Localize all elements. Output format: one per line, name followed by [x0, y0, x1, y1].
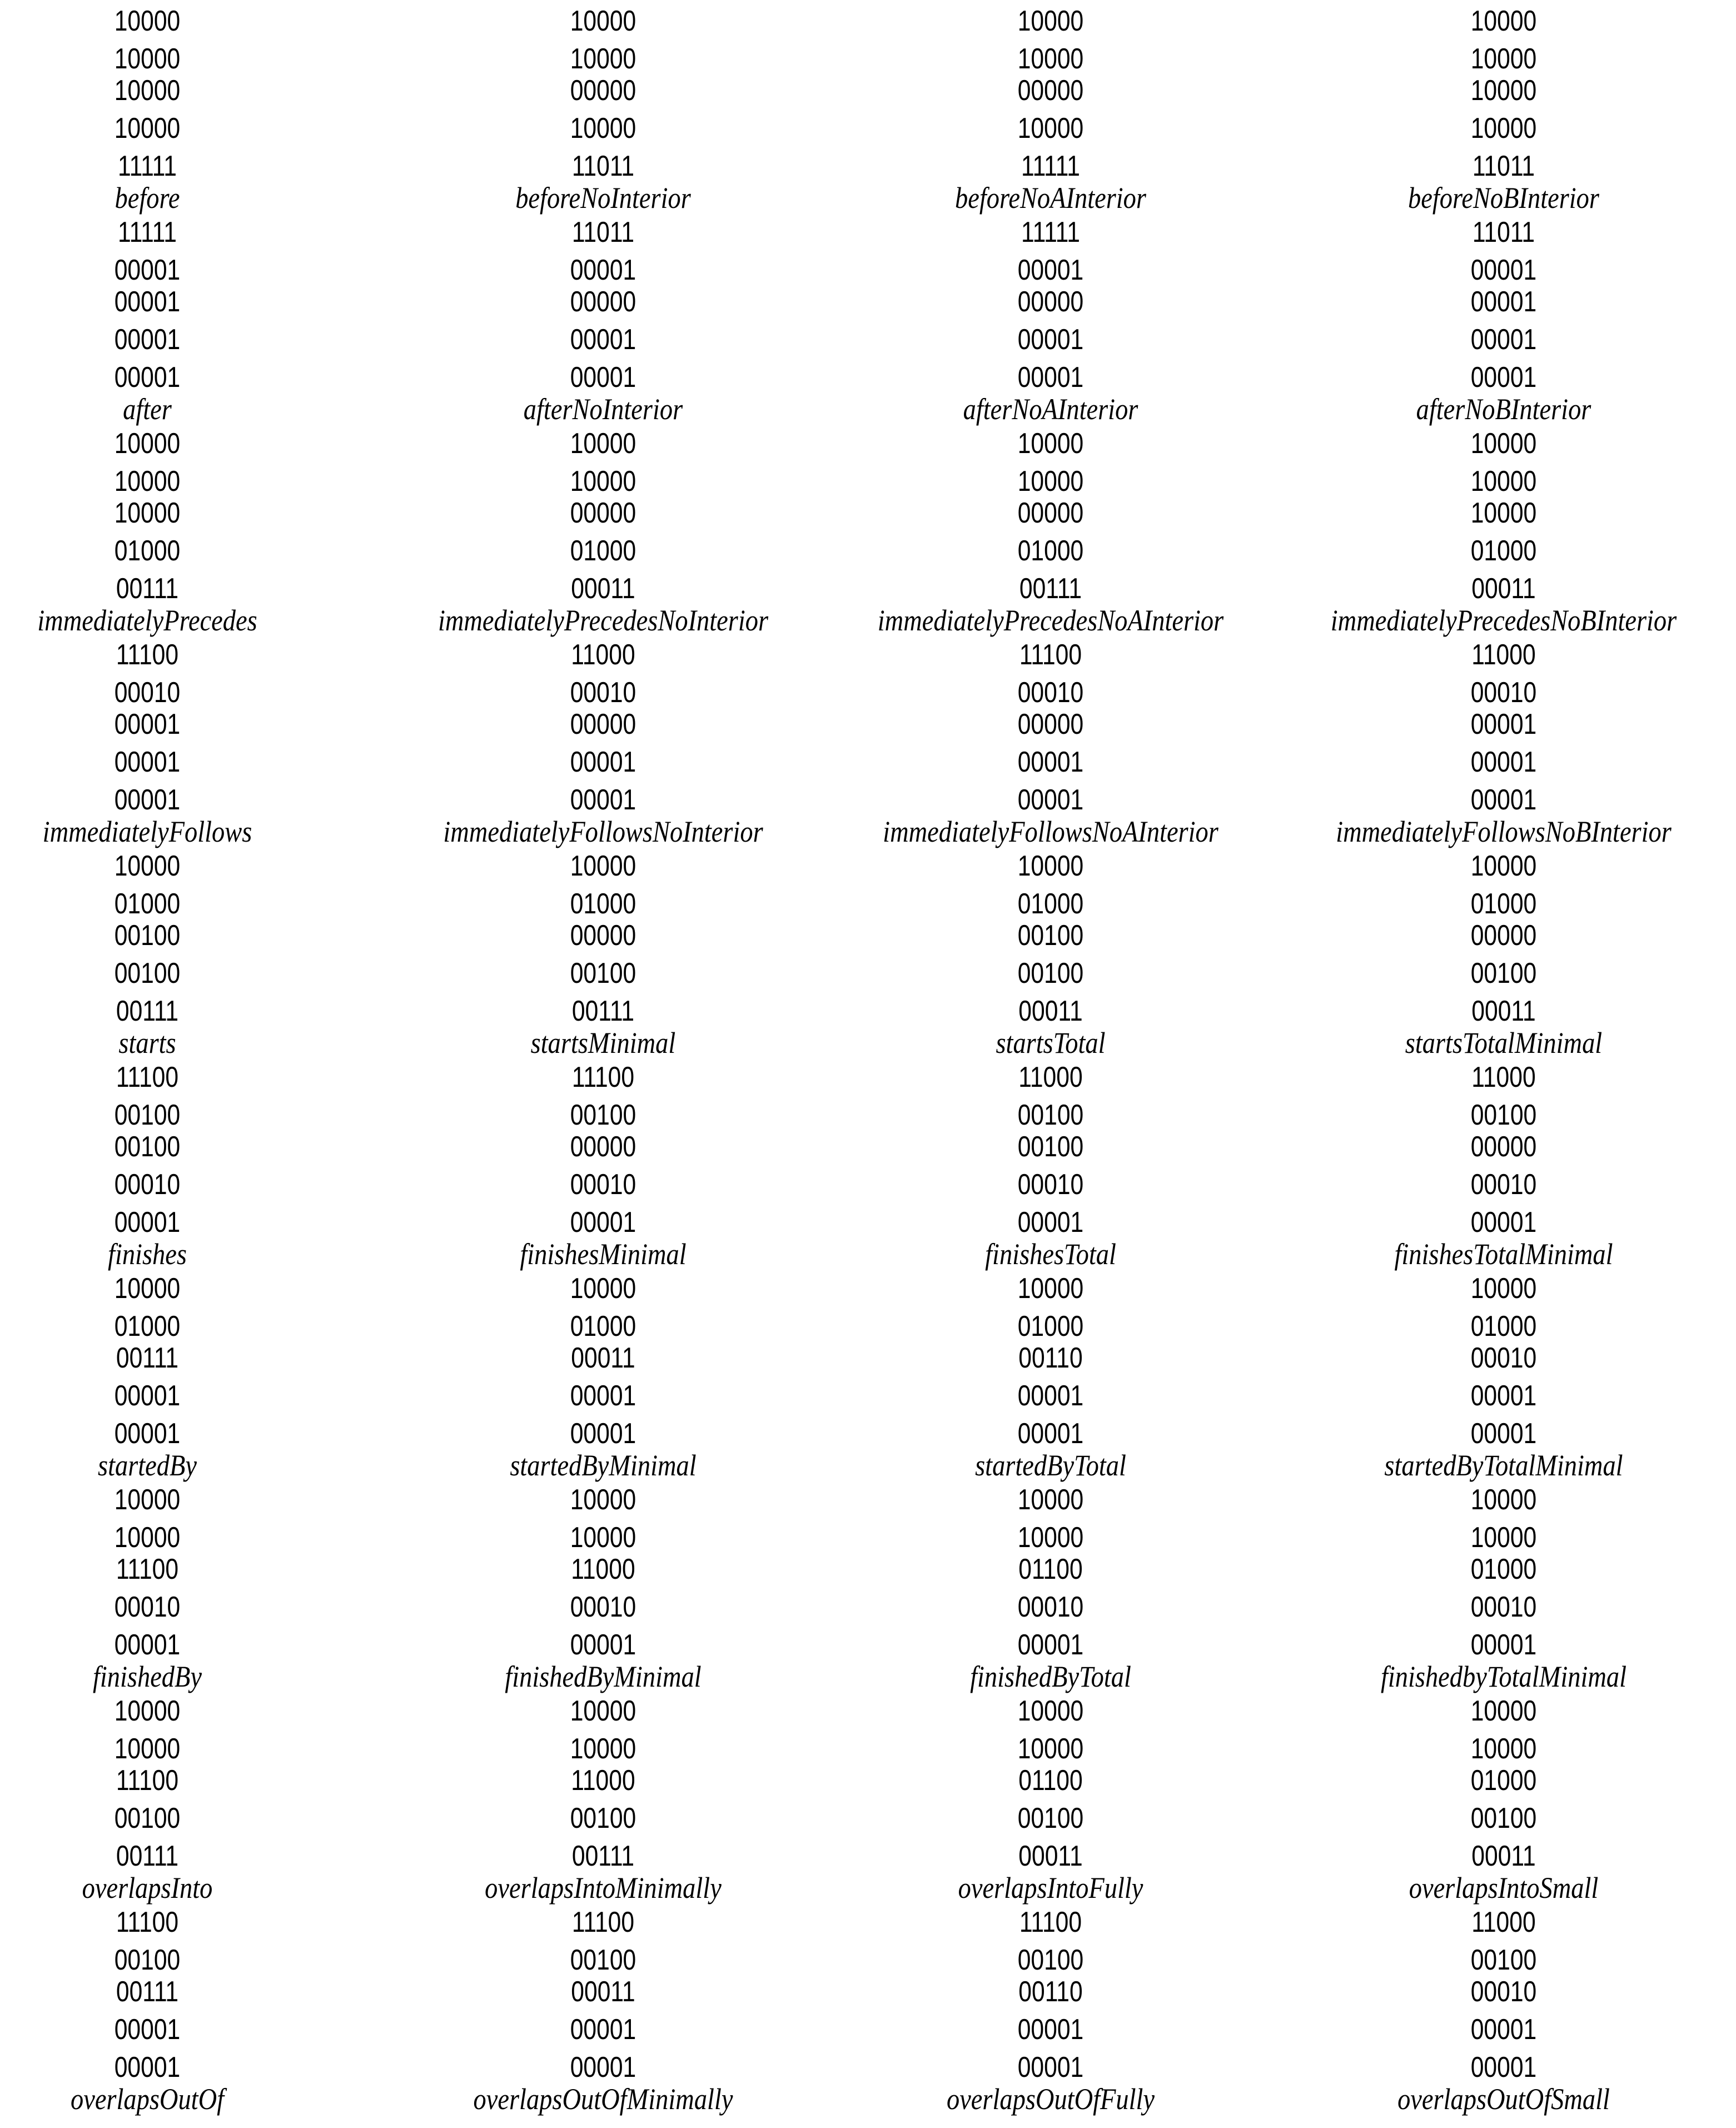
relation-matrix-finishes: [0, 1056, 364, 1271]
matrix-row: 10000: [1017, 1695, 1084, 1727]
matrix-row: 10000: [570, 5, 636, 37]
matrix-row: 10000: [1470, 850, 1537, 882]
relation-matrix-overlapsOutOfMinimally: [386, 1901, 820, 2116]
matrix-row: 11100: [116, 1553, 179, 1585]
relation-label: overlapsInto: [82, 1871, 213, 1905]
matrix-row: 00001: [570, 2013, 636, 2046]
matrix-row: 00011: [1471, 1840, 1536, 1872]
matrix-row: 01000: [570, 535, 636, 567]
matrix-row: 00001: [570, 1629, 636, 1661]
matrix-row: 11011: [571, 150, 635, 182]
relation-matrix-finishedBy: [0, 1479, 364, 1693]
matrix-row: 00100: [1470, 1099, 1537, 1131]
relation-matrix-afterNoAInterior: [834, 211, 1267, 426]
matrix-row: 00010: [1470, 1342, 1537, 1374]
matrix-row: 00001: [1017, 361, 1084, 394]
matrix-row: 00111: [116, 1840, 179, 1872]
relation-label: finishesMinimal: [520, 1237, 687, 1271]
matrix-row: 00111: [116, 995, 179, 1027]
matrix-row: 11100: [571, 1906, 635, 1938]
matrix-row: 10000: [1470, 497, 1537, 529]
relation-label: finishedBy: [92, 1660, 202, 1693]
relation-matrix-overlapsOutOfSmall: [1287, 1901, 1720, 2116]
matrix-row: 00001: [1470, 1418, 1537, 1450]
relation-label: immediatelyFollows: [42, 815, 252, 848]
relation-label: startedByMinimal: [510, 1449, 697, 1482]
matrix-row: 00100: [114, 1944, 181, 1976]
relation-matrix-finishedByMinimal: [386, 1479, 820, 1693]
matrix-row: 10000: [1470, 1733, 1537, 1765]
matrix-row: 01000: [570, 888, 636, 920]
matrix-row: 00010: [114, 677, 181, 709]
matrix-row: 00001: [1017, 1206, 1084, 1239]
matrix-row: 00001: [1017, 324, 1084, 356]
matrix-row: 10000: [114, 112, 181, 145]
matrix-row: 10000: [114, 74, 181, 107]
matrix-row: 00100: [1017, 919, 1084, 952]
relation-matrix-beforeNoInterior: [386, 0, 820, 215]
relation-matrix-finishedByTotal: [834, 1479, 1267, 1693]
matrix-row: 00110: [1018, 1976, 1083, 2008]
matrix-row: 00000: [570, 286, 636, 318]
relation-label: finishes: [108, 1237, 187, 1271]
matrix-row: 00100: [570, 1944, 636, 1976]
matrix-row: 00001: [1017, 1629, 1084, 1661]
matrix-row: 11100: [116, 1764, 179, 1797]
matrix-row: 11000: [1018, 1061, 1083, 1093]
matrix-row: 00001: [114, 286, 181, 318]
relation-matrix-startedByMinimal: [386, 1267, 820, 1482]
relation-label: startedByTotalMinimal: [1384, 1449, 1623, 1482]
matrix-row: 10000: [1470, 112, 1537, 145]
matrix-row: 00100: [1017, 1131, 1084, 1163]
matrix-row: 00001: [114, 708, 181, 740]
matrix-row: 10000: [1470, 1484, 1537, 1516]
matrix-row: 10000: [1017, 465, 1084, 498]
relation-label: immediatelyPrecedesNoAInterior: [877, 604, 1224, 637]
matrix-row: 00001: [114, 361, 181, 394]
matrix-row: 10000: [1470, 465, 1537, 498]
matrix-row: 10000: [114, 497, 181, 529]
matrix-row: 00001: [114, 1380, 181, 1412]
relation-label: finishesTotal: [985, 1237, 1116, 1271]
matrix-row: 00001: [1470, 286, 1537, 318]
relation-label: overlapsIntoFully: [958, 1871, 1143, 1905]
matrix-row: 11100: [116, 639, 179, 671]
relation-label: immediatelyPrecedesNoInterior: [437, 604, 769, 637]
matrix-row: 00111: [1019, 573, 1082, 605]
relation-matrix-startsMinimal: [386, 845, 820, 1060]
matrix-row: 10000: [570, 1272, 636, 1305]
matrix-row: 00010: [570, 1169, 636, 1201]
relation-matrix-finishedbyTotalMinimal: [1287, 1479, 1720, 1693]
matrix-row: 01000: [1470, 1310, 1537, 1343]
matrix-row: 10000: [114, 1522, 181, 1554]
matrix-row: 10000: [1017, 850, 1084, 882]
matrix-row: 00001: [1470, 2013, 1537, 2046]
matrix-row: 10000: [570, 1522, 636, 1554]
matrix-row: 11000: [1471, 639, 1536, 671]
matrix-row: 10000: [1470, 74, 1537, 107]
matrix-row: 10000: [114, 5, 181, 37]
matrix-row: 00010: [1017, 1591, 1084, 1623]
matrix-row: 00010: [1017, 677, 1084, 709]
matrix-row: 10000: [570, 112, 636, 145]
matrix-row: 11111: [1021, 216, 1080, 248]
matrix-row: 00001: [1470, 1380, 1537, 1412]
matrix-row: 00001: [114, 784, 181, 816]
matrix-row: 00111: [116, 573, 179, 605]
relation-matrix-after: [0, 211, 364, 426]
matrix-row: 10000: [1017, 43, 1084, 75]
matrix-row: 10000: [114, 1272, 181, 1305]
matrix-row: 00000: [1017, 708, 1084, 740]
relation-matrix-immediatelyPrecedesNoAInterior: [834, 422, 1267, 637]
matrix-row: 10000: [1470, 1272, 1537, 1305]
matrix-row: 11100: [1019, 639, 1082, 671]
matrix-row: 00111: [116, 1342, 179, 1374]
relation-label: startedByTotal: [975, 1449, 1126, 1482]
relation-matrix-overlapsOutOfFully: [834, 1901, 1267, 2116]
relation-matrix-startedByTotalMinimal: [1287, 1267, 1720, 1482]
matrix-row: 00000: [1017, 497, 1084, 529]
matrix-row: 00001: [1470, 1629, 1537, 1661]
relation-matrix-afterNoInterior: [386, 211, 820, 426]
relation-label: immediatelyPrecedes: [37, 604, 257, 637]
matrix-row: 00000: [570, 497, 636, 529]
matrix-row: 00011: [1018, 995, 1083, 1027]
matrix-row: 10000: [114, 465, 181, 498]
matrix-row: 11111: [118, 150, 177, 182]
relation-matrix-immediatelyFollowsNoInterior: [386, 634, 820, 848]
matrix-row: 11100: [571, 1061, 635, 1093]
relation-matrix-overlapsOutOf: [0, 1901, 364, 2116]
relation-matrix-finishesMinimal: [386, 1056, 820, 1271]
matrix-row: 00010: [1017, 1169, 1084, 1201]
matrix-row: 00001: [1017, 746, 1084, 778]
matrix-row: 00111: [571, 1840, 635, 1872]
matrix-row: 00001: [1470, 361, 1537, 394]
matrix-row: 01000: [1017, 1310, 1084, 1343]
matrix-row: 00001: [570, 324, 636, 356]
matrix-row: 00001: [114, 2051, 181, 2084]
relation-label: beforeNoAInterior: [955, 181, 1146, 215]
relation-matrix-starts: [0, 845, 364, 1060]
matrix-row: 00001: [570, 746, 636, 778]
matrix-row: 01000: [1470, 535, 1537, 567]
matrix-row: 00001: [1017, 784, 1084, 816]
matrix-row: 00000: [1470, 1131, 1537, 1163]
matrix-row: 01000: [1470, 1553, 1537, 1585]
matrix-row: 00010: [570, 677, 636, 709]
matrix-row: 00010: [570, 1591, 636, 1623]
relation-matrix-beforeNoBInterior: [1287, 0, 1720, 215]
relation-label: immediatelyFollowsNoInterior: [443, 815, 763, 848]
matrix-row: 00001: [114, 2013, 181, 2046]
relation-matrix-overlapsInto: [0, 1690, 364, 1905]
matrix-row: 00001: [1017, 1418, 1084, 1450]
matrix-row: 00010: [114, 1591, 181, 1623]
matrix-row: 10000: [570, 43, 636, 75]
relation-label: startsTotal: [996, 1026, 1106, 1060]
matrix-row: 10000: [570, 1695, 636, 1727]
relation-matrix-immediatelyFollowsNoBInterior: [1287, 634, 1720, 848]
relation-label: finishesTotalMinimal: [1394, 1237, 1613, 1271]
matrix-row: 00111: [116, 1976, 179, 2008]
matrix-row: 01000: [1470, 1764, 1537, 1797]
matrix-row: 01000: [114, 888, 181, 920]
matrix-row: 11100: [1019, 1906, 1082, 1938]
matrix-row: 11100: [116, 1061, 179, 1093]
matrix-row: 01000: [1017, 535, 1084, 567]
matrix-row: 11011: [571, 216, 635, 248]
matrix-row: 10000: [1470, 1695, 1537, 1727]
matrix-row: 00100: [114, 1802, 181, 1834]
matrix-row: 01000: [570, 1310, 636, 1343]
matrix-row: 11111: [118, 216, 177, 248]
relation-matrix-immediatelyFollowsNoAInterior: [834, 634, 1267, 848]
relation-matrix-startsTotalMinimal: [1287, 845, 1720, 1060]
matrix-row: 10000: [1017, 1733, 1084, 1765]
matrix-row: 00000: [570, 74, 636, 107]
matrix-row: 00000: [570, 1131, 636, 1163]
matrix-row: 00100: [114, 1131, 181, 1163]
matrix-row: 11000: [571, 1553, 635, 1585]
matrix-row: 11000: [571, 639, 635, 671]
matrix-row: 10000: [1470, 1522, 1537, 1554]
matrix-row: 10000: [570, 427, 636, 460]
matrix-row: 00001: [570, 2051, 636, 2084]
relation-label: immediatelyFollowsNoBInterior: [1336, 815, 1672, 848]
matrix-row: 01000: [1470, 888, 1537, 920]
relation-matrix-finishesTotal: [834, 1056, 1267, 1271]
matrix-row: 00010: [1470, 1591, 1537, 1623]
relation-label: starts: [118, 1026, 176, 1060]
matrix-row: 00011: [1471, 995, 1536, 1027]
matrix-row: 00000: [1470, 919, 1537, 952]
matrix-row: 00100: [114, 1099, 181, 1131]
matrix-row: 10000: [570, 850, 636, 882]
matrix-row: 10000: [114, 427, 181, 460]
relation-label: finishedByTotal: [970, 1660, 1131, 1693]
matrix-row: 00001: [1470, 324, 1537, 356]
matrix-row: 00100: [1017, 957, 1084, 990]
matrix-row: 10000: [1017, 1272, 1084, 1305]
matrix-row: 00001: [1017, 2013, 1084, 2046]
relation-label: after: [123, 392, 172, 426]
relation-label: finishedbyTotalMinimal: [1380, 1660, 1627, 1693]
matrix-row: 00011: [571, 1976, 635, 2008]
matrix-row: 00001: [1470, 1206, 1537, 1239]
matrix-row: 00100: [570, 1099, 636, 1131]
matrix-row: 00001: [570, 254, 636, 286]
matrix-row: 00111: [571, 995, 635, 1027]
matrix-row: 00000: [570, 919, 636, 952]
matrix-row: 11100: [116, 1906, 179, 1938]
matrix-row: 00100: [1470, 1802, 1537, 1834]
matrix-row: 10000: [570, 465, 636, 498]
matrix-row: 10000: [1017, 1522, 1084, 1554]
matrix-row: 11011: [1472, 216, 1535, 248]
relation-label: startsTotalMinimal: [1405, 1026, 1603, 1060]
matrix-row: 00100: [570, 957, 636, 990]
matrix-row: 00010: [1470, 677, 1537, 709]
matrix-row: 00100: [1470, 1944, 1537, 1976]
matrix-row: 00001: [1470, 784, 1537, 816]
matrix-row: 00100: [114, 957, 181, 990]
matrix-row: 00011: [571, 1342, 635, 1374]
matrix-row: 10000: [114, 1484, 181, 1516]
matrix-row: 00001: [570, 784, 636, 816]
relation-label: overlapsIntoMinimally: [485, 1871, 722, 1905]
relation-label: beforeNoInterior: [515, 181, 691, 215]
matrix-row: 10000: [570, 1733, 636, 1765]
relation-matrix-immediatelyPrecedesNoBInterior: [1287, 422, 1720, 637]
relation-label: overlapsOutOfMinimally: [473, 2082, 733, 2116]
matrix-row: 00001: [1470, 254, 1537, 286]
relation-matrix-startedBy: [0, 1267, 364, 1482]
matrix-row: 00000: [1017, 286, 1084, 318]
relation-matrix-startedByTotal: [834, 1267, 1267, 1482]
matrix-row: 00001: [114, 254, 181, 286]
matrix-row: 00000: [1017, 74, 1084, 107]
matrix-row: 00100: [1017, 1802, 1084, 1834]
matrix-row: 10000: [1017, 112, 1084, 145]
matrix-row: 10000: [114, 1695, 181, 1727]
matrix-row: 10000: [114, 1733, 181, 1765]
relation-label: finishedByMinimal: [505, 1660, 702, 1693]
relation-label: beforeNoBInterior: [1408, 181, 1599, 215]
matrix-row: 10000: [1470, 427, 1537, 460]
relation-matrix-immediatelyFollows: [0, 634, 364, 848]
relation-matrix-afterNoBInterior: [1287, 211, 1720, 426]
matrix-row: 10000: [1470, 5, 1537, 37]
relation-matrix-overlapsIntoSmall: [1287, 1690, 1720, 1905]
matrix-row: 00011: [1471, 573, 1536, 605]
matrix-row: 00110: [1018, 1342, 1083, 1374]
matrix-row: 00001: [114, 1418, 181, 1450]
relation-matrix-overlapsIntoFully: [834, 1690, 1267, 1905]
matrix-row: 00010: [114, 1169, 181, 1201]
matrix-row: 00100: [1017, 1944, 1084, 1976]
matrix-row: 00001: [114, 324, 181, 356]
matrix-row: 00100: [1017, 1099, 1084, 1131]
relation-label: overlapsOutOf: [70, 2082, 225, 2116]
matrix-row: 11000: [571, 1764, 635, 1797]
relation-label: afterNoInterior: [523, 392, 683, 426]
matrix-row: 00001: [1017, 2051, 1084, 2084]
relation-matrix-immediatelyPrecedes: [0, 422, 364, 637]
relation-label: overlapsOutOfFully: [946, 2082, 1155, 2116]
matrix-row: 00001: [570, 1206, 636, 1239]
matrix-row: 00001: [1470, 746, 1537, 778]
matrix-row: 01100: [1018, 1553, 1083, 1585]
matrix-row: 01000: [114, 535, 181, 567]
relation-matrix-finishesTotalMinimal: [1287, 1056, 1720, 1271]
relation-label: before: [115, 181, 180, 215]
matrix-row: 00001: [114, 1629, 181, 1661]
matrix-row: 00011: [571, 573, 635, 605]
matrix-row: 00010: [1470, 1976, 1537, 2008]
matrix-row: 00000: [570, 708, 636, 740]
matrix-row: 10000: [114, 850, 181, 882]
matrix-row: 01100: [1018, 1764, 1083, 1797]
matrix-row: 00001: [1470, 2051, 1537, 2084]
relation-matrix-immediatelyPrecedesNoInterior: [386, 422, 820, 637]
matrix-row: 10000: [1017, 1484, 1084, 1516]
matrix-row: 00001: [1470, 708, 1537, 740]
relation-label: immediatelyPrecedesNoBInterior: [1330, 604, 1677, 637]
matrix-row: 00100: [570, 1802, 636, 1834]
relation-label: afterNoBInterior: [1416, 392, 1591, 426]
matrix-row: 00001: [570, 361, 636, 394]
matrix-row: 00001: [114, 1206, 181, 1239]
matrix-row: 00001: [1017, 1380, 1084, 1412]
matrix-row: 11111: [1021, 150, 1080, 182]
relation-matrix-beforeNoAInterior: [834, 0, 1267, 215]
relation-label: afterNoAInterior: [963, 392, 1138, 426]
relation-matrix-overlapsIntoMinimally: [386, 1690, 820, 1905]
matrix-row: 00001: [1017, 254, 1084, 286]
relation-label: immediatelyFollowsNoAInterior: [883, 815, 1218, 848]
matrix-row: 00100: [114, 919, 181, 952]
matrix-row: 10000: [114, 43, 181, 75]
matrix-row: 11000: [1471, 1906, 1536, 1938]
matrix-row: 11011: [1472, 150, 1535, 182]
matrix-row: 11000: [1471, 1061, 1536, 1093]
matrix-row: 00010: [1470, 1169, 1537, 1201]
matrix-row: 01000: [1017, 888, 1084, 920]
matrix-row: 00001: [570, 1418, 636, 1450]
relation-label: overlapsOutOfSmall: [1397, 2082, 1610, 2116]
relation-label: overlapsIntoSmall: [1409, 1871, 1599, 1905]
matrix-row: 10000: [1470, 43, 1537, 75]
matrix-row: 00001: [114, 746, 181, 778]
relation-matrix-startsTotal: [834, 845, 1267, 1060]
relation-matrix-before: [0, 0, 364, 215]
matrix-row: 10000: [1017, 5, 1084, 37]
matrix-row: 00001: [570, 1380, 636, 1412]
relation-label: startsMinimal: [530, 1026, 676, 1060]
matrix-row: 00011: [1018, 1840, 1083, 1872]
matrix-row: 00100: [1470, 957, 1537, 990]
matrix-row: 01000: [114, 1310, 181, 1343]
matrix-row: 10000: [570, 1484, 636, 1516]
matrix-row: 10000: [1017, 427, 1084, 460]
relation-label: startedBy: [98, 1449, 197, 1482]
